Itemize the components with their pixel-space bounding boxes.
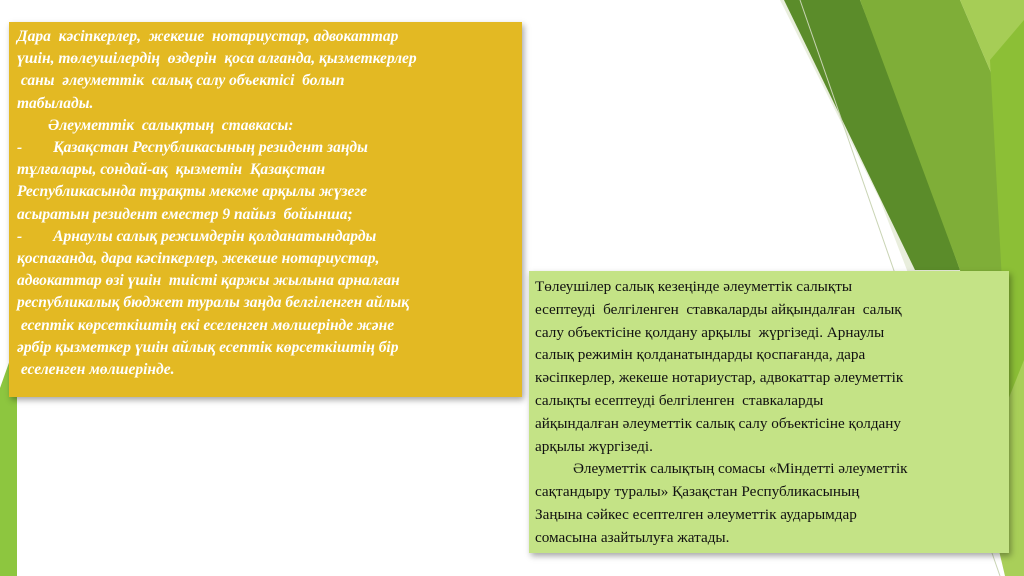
- right-text-line: салу объектісіне қолдану арқылы жүргізеді. Арнаулы: [535, 323, 885, 341]
- left-text-line: саны әлеуметтік салық салу объектісі болып: [17, 72, 345, 90]
- left-text-line: - Арнаулы салық режимдерін қолданатындарды: [17, 227, 377, 245]
- right-text-line: Заңына сәйкес есептелген әлеуметтік аударымдар: [535, 505, 857, 523]
- yellow-text-box: [9, 22, 522, 397]
- right-text-line: салықты есептеуді белгіленген ставкаларды: [535, 391, 824, 409]
- right-text-line: салық режимін қолданатындарды қоспағанда, дара: [535, 346, 866, 364]
- right-text-line: есептеуді белгіленген ставкаларды айқындалған салық: [535, 300, 902, 318]
- left-text-line: республикалық бюджет туралы заңда белгіленген айлық: [17, 294, 410, 312]
- left-text-line: есептік көрсеткіштің екі еселенген мөлшерінде және: [17, 316, 395, 334]
- right-text-line: кәсіпкерлер, жекеше нотариустар, адвокаттар әлеуметтік: [535, 369, 904, 387]
- right-text-line: сомасына азайтылуға жатады.: [535, 528, 730, 546]
- left-text-line: адвокаттар өзі үшін тиісті қаржы жылына арналған: [17, 272, 400, 290]
- left-text-line: - Қазақстан Республикасының резидент заңды: [17, 139, 368, 157]
- left-text-line: Әлеуметтік салықтың ставкасы:: [17, 116, 294, 134]
- right-text-line: сақтандыру туралы» Қазақстан Республикасының: [535, 483, 860, 501]
- left-text-line: үшін, төлеушілердің өздерін қоса алғанда, қызметкерлер: [17, 50, 417, 68]
- left-text-line: Дара кәсіпкерлер, жекеше нотариустар, адвокаттар: [17, 28, 399, 45]
- left-text-line: тұлғалары, сондай-ақ қызметін Қазақстан: [17, 161, 326, 179]
- right-text-line: Әлеуметтік салықтың сомасы «Міндетті әлеуметтік: [535, 460, 908, 478]
- green-text-box: [529, 271, 1009, 553]
- left-text-line: асыратын резидент еместер 9 пайыз бойынша;: [17, 205, 353, 223]
- left-text-line: Республикасында тұрақты мекеме арқылы жүзеге: [17, 183, 367, 201]
- left-text-line: әрбір қызметкер үшін айлық есептік көрсеткіштің бір: [17, 338, 399, 356]
- right-text-line: Төлеушілер салық кезеңінде әлеуметтік салықты: [535, 278, 853, 295]
- left-text-line: қоспағанда, дара кәсіпкерлер, жекеше нотариустар,: [17, 250, 380, 268]
- right-text-line: арқылы жүргізеді.: [535, 437, 653, 455]
- left-text-line: еселенген мөлшерінде.: [17, 361, 175, 379]
- right-text-line: айқындалған әлеуметтік салық салу объектісіне қолдану: [535, 414, 902, 432]
- left-text-line: табылады.: [17, 94, 94, 112]
